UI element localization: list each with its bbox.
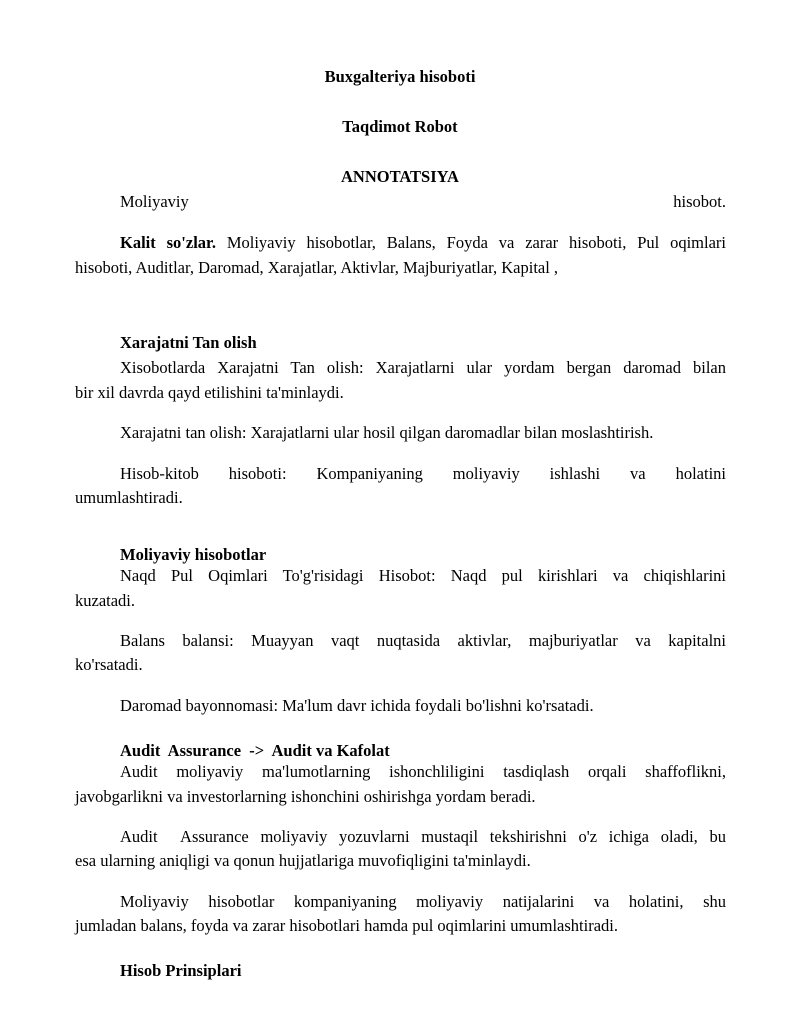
paragraph-line: ko'rsatadi.	[75, 655, 143, 674]
paragraph-line: esa ularning aniqligi va qonun hujjatlariga muvofiqligini ta'minlaydi.	[75, 851, 531, 870]
document-subtitle: Taqdimot Robot	[342, 117, 458, 136]
paragraph-line: Xarajatni tan olish: Xarajatlarni ular hosil qilgan daromadlar bilan moslashtirish.	[120, 423, 654, 442]
paragraph-line: javobgarlikni va investorlarning ishonchini oshirishga yordam beradi.	[75, 787, 536, 806]
annotation-left-text: Moliyaviy	[120, 192, 189, 211]
paragraph-line: Moliyaviy hisobotlar kompaniyaning moliyaviy natijalarini va holatini, shu	[120, 892, 726, 911]
paragraph-line: bir xil davrda qayd etilishini ta'minlaydi.	[75, 383, 344, 402]
keywords-text: Moliyaviy hisobotlar, Balans, Foyda va zarar hisoboti, Pul oqimlari	[215, 233, 726, 252]
document-title: Buxgalteriya hisoboti	[324, 67, 476, 86]
paragraph-line: Daromad bayonnomasi: Ma'lum davr ichida foydali bo'lishni ko'rsatadi.	[120, 696, 594, 715]
keywords-line-2: hisoboti, Auditlar, Daromad, Xarajatlar, Aktivlar, Majburiyatlar, Kapital ,	[75, 258, 559, 277]
section-heading-financial-statements: Moliyaviy hisobotlar	[120, 545, 267, 564]
paragraph-line: Xisobotlarda Xarajatni Tan olish: Xarajatlarni ular yordam bergan daromad bilan	[120, 358, 726, 377]
keywords-label: Kalit so'zlar.	[120, 233, 216, 252]
paragraph-line: Audit Assurance moliyaviy yozuvlarni mustaqil tekshirishni o'z ichiga oladi, bu	[120, 827, 726, 846]
word: Kompaniyaning	[316, 464, 423, 483]
word: holatini	[675, 464, 726, 483]
annotation-right-text: hisobot.	[673, 192, 726, 211]
keywords-line-1	[120, 233, 726, 253]
paragraph-line: Naqd Pul Oqimlari To'g'risidagi Hisobot: Naqd pul kirishlari va chiqishlarini	[120, 566, 726, 585]
paragraph-line-justified	[120, 464, 726, 484]
word: va	[630, 464, 646, 483]
paragraph-line: Balans balansi: Muayyan vaqt nuqtasida aktivlar, majburiyatlar va kapitalni	[120, 631, 726, 650]
annotation-heading: ANNOTATSIYA	[341, 167, 459, 186]
section-heading-accounting-principles: Hisob Prinsiplari	[120, 961, 242, 980]
section-heading-audit-assurance: Audit Assurance -> Audit va Kafolat	[120, 741, 390, 760]
word: Hisob-kitob	[120, 464, 199, 483]
paragraph-line: umumlashtiradi.	[75, 488, 183, 507]
paragraph-line: kuzatadi.	[75, 591, 136, 610]
word: hisoboti:	[228, 464, 287, 483]
paragraph-line: Audit moliyaviy ma'lumotlarning ishonchliligini tasdiqlash orqali shaffoflikni,	[120, 762, 726, 781]
word: moliyaviy	[452, 464, 520, 483]
word: ishlashi	[549, 464, 601, 483]
section-heading-expense-recognition: Xarajatni Tan olish	[120, 333, 257, 352]
paragraph-line: jumladan balans, foyda va zarar hisobotlari hamda pul oqimlarini umumlashtiradi.	[75, 916, 618, 935]
